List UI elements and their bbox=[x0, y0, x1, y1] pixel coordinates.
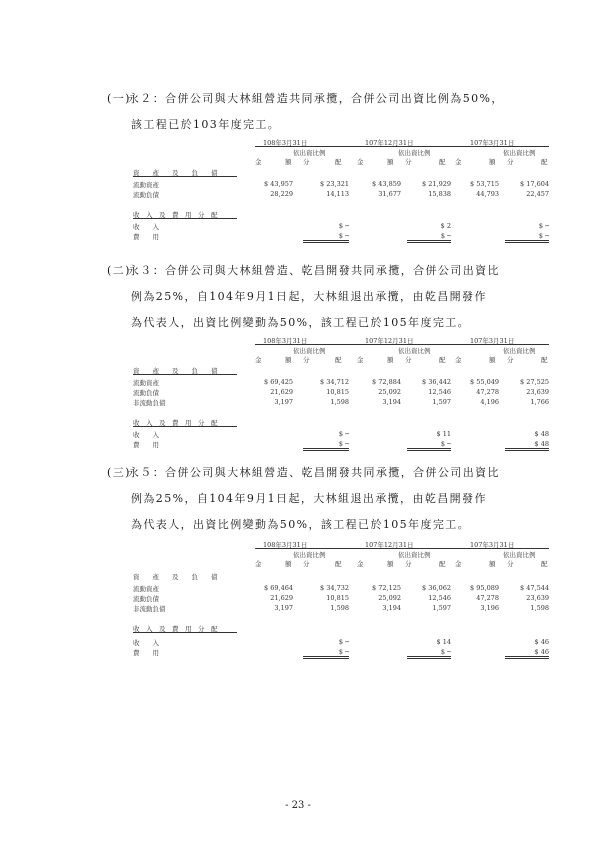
row-label: 流動資產 bbox=[133, 379, 159, 387]
col-label: 金 bbox=[255, 560, 262, 568]
table-cell: $ 27,525 bbox=[520, 378, 549, 386]
sub-header: 依出資比例 bbox=[293, 149, 326, 157]
table-cell: $ 48 bbox=[534, 430, 549, 438]
table-cell: $ 46 bbox=[534, 638, 549, 646]
sub-header: 依出資比例 bbox=[398, 347, 431, 355]
col-label: 分 bbox=[303, 560, 310, 568]
section-1-line-1: 永２：合併公司與大林組營造共同承攬，合併公司出資比例為50%， bbox=[127, 92, 504, 105]
table-cell: 25,092 bbox=[378, 594, 401, 602]
col-label: 分 bbox=[303, 158, 310, 166]
sub-header: 依出資比例 bbox=[293, 347, 326, 355]
income-header: 收 入 及 費 用 分 配 bbox=[133, 419, 218, 427]
row-label: 收 入 bbox=[133, 431, 159, 439]
table-cell: $ ─ bbox=[407, 440, 451, 451]
table-cell: 4,196 bbox=[480, 398, 499, 406]
table-cell: 10,815 bbox=[326, 388, 349, 396]
col-label: 額 bbox=[285, 158, 292, 166]
row-label: 流動資產 bbox=[133, 585, 159, 593]
period-header: 108年3月31日 bbox=[263, 139, 308, 147]
section-1-line-2: 該工程已於103年度完工。 bbox=[131, 118, 281, 131]
col-label: 分 bbox=[405, 356, 412, 364]
asset-header: 資 產 及 負 債 bbox=[133, 169, 218, 177]
col-label: 分 bbox=[405, 158, 412, 166]
section-2-line-2: 為代表人，出資比例變動為50%，該工程已於105年度完工。 bbox=[131, 316, 471, 329]
col-label: 金 bbox=[357, 158, 364, 166]
table-cell: $ 23,321 bbox=[320, 180, 349, 188]
table-cell: $ ─ bbox=[407, 648, 451, 659]
table-cell: $ ─ bbox=[338, 638, 349, 646]
col-label: 額 bbox=[285, 560, 292, 568]
col-label: 配 bbox=[439, 560, 446, 568]
period-header: 107年12月31日 bbox=[365, 139, 414, 147]
period-header: 108年3月31日 bbox=[263, 541, 308, 549]
section-2-line-1: 永３：合併公司與大林組營造、乾昌開發共同承攬，合併公司出資比 bbox=[127, 264, 500, 277]
table-cell: 1,598 bbox=[530, 604, 549, 612]
table-cell: $ 46 bbox=[505, 648, 549, 659]
row-label: 費 用 bbox=[133, 649, 159, 657]
table-cell: 3,194 bbox=[382, 398, 401, 406]
table-cell: $ 72,884 bbox=[372, 378, 401, 386]
asset-header: 資 產 及 負 債 bbox=[133, 573, 218, 581]
col-label: 配 bbox=[335, 158, 342, 166]
col-label: 配 bbox=[541, 560, 548, 568]
table-cell: 21,629 bbox=[270, 594, 293, 602]
table-cell: 1,597 bbox=[432, 398, 451, 406]
table-cell: 3,197 bbox=[274, 398, 293, 406]
col-label: 額 bbox=[489, 560, 496, 568]
table-cell: $ 55,049 bbox=[470, 378, 499, 386]
table-cell: $ 47,544 bbox=[520, 584, 549, 592]
col-label: 金 bbox=[255, 158, 262, 166]
table-cell: 1,598 bbox=[330, 398, 349, 406]
table-cell: $ 2 bbox=[440, 222, 451, 230]
table-cell: $ ─ bbox=[338, 430, 349, 438]
col-label: 配 bbox=[335, 560, 342, 568]
period-header: 108年3月31日 bbox=[263, 337, 308, 345]
col-label: 分 bbox=[507, 158, 514, 166]
period-header: 107年12月31日 bbox=[365, 541, 414, 549]
section-3-line-2a: 例為25%，自104年9月1日起，大林組退出承攬，由乾昌開發作 bbox=[131, 492, 487, 505]
table-cell: $ 48 bbox=[505, 440, 549, 451]
row-label: 流動負債 bbox=[133, 595, 159, 603]
sub-header: 依出資比例 bbox=[398, 551, 431, 559]
table-cell: 10,815 bbox=[326, 594, 349, 602]
col-label: 額 bbox=[387, 560, 394, 568]
income-header: 收 入 及 費 用 分 配 bbox=[133, 625, 218, 633]
table-cell: 44,793 bbox=[476, 190, 499, 198]
row-label: 收 入 bbox=[133, 639, 159, 647]
table-cell: $ ─ bbox=[538, 222, 549, 230]
table-cell: 31,677 bbox=[378, 190, 401, 198]
table-cell: 3,197 bbox=[274, 604, 293, 612]
table-cell: $ ─ bbox=[303, 648, 349, 659]
table-cell: $ ─ bbox=[303, 440, 349, 451]
table-cell: $ 14 bbox=[436, 638, 451, 646]
sub-header: 依出資比例 bbox=[503, 347, 536, 355]
col-label: 金 bbox=[455, 356, 462, 364]
row-label: 流動負債 bbox=[133, 191, 159, 199]
col-label: 金 bbox=[455, 158, 462, 166]
section-3-prefix: (三) bbox=[107, 466, 131, 479]
col-label: 金 bbox=[357, 356, 364, 364]
table-cell: $ 95,089 bbox=[470, 584, 499, 592]
table-cell: $ 69,464 bbox=[264, 584, 293, 592]
col-label: 分 bbox=[507, 560, 514, 568]
table-cell: 12,546 bbox=[428, 388, 451, 396]
col-label: 分 bbox=[507, 356, 514, 364]
table-cell: $ ─ bbox=[338, 222, 349, 230]
table-cell: 47,278 bbox=[476, 594, 499, 602]
period-header: 107年3月31日 bbox=[470, 337, 515, 345]
sub-header: 依出資比例 bbox=[503, 149, 536, 157]
row-label: 非流動負債 bbox=[133, 399, 166, 407]
table-cell: $ 43,957 bbox=[264, 180, 293, 188]
row-label: 流動負債 bbox=[133, 389, 159, 397]
table-cell: 15,838 bbox=[428, 190, 451, 198]
col-label: 配 bbox=[335, 356, 342, 364]
period-header: 107年3月31日 bbox=[470, 541, 515, 549]
asset-header: 資 產 及 負 債 bbox=[133, 367, 218, 375]
table-cell: 3,196 bbox=[480, 604, 499, 612]
section-3-paragraph bbox=[107, 460, 547, 538]
section-2-table bbox=[133, 336, 551, 454]
table-cell: $ 21,929 bbox=[422, 180, 451, 188]
col-label: 金 bbox=[455, 560, 462, 568]
section-3-line-1: 永５：合併公司與大林組營造、乾昌開發共同承攬，合併公司出資比 bbox=[127, 466, 500, 479]
col-label: 配 bbox=[541, 158, 548, 166]
table-cell: 12,546 bbox=[428, 594, 451, 602]
row-label: 費 用 bbox=[133, 441, 159, 449]
table-cell: $ 17,604 bbox=[520, 180, 549, 188]
table-cell: 28,229 bbox=[270, 190, 293, 198]
section-1-paragraph bbox=[107, 86, 547, 138]
table-cell: $ ─ bbox=[407, 232, 451, 243]
row-label: 非流動負債 bbox=[133, 605, 166, 613]
sub-header: 依出資比例 bbox=[398, 149, 431, 157]
table-cell: 3,194 bbox=[382, 604, 401, 612]
col-label: 金 bbox=[255, 356, 262, 364]
col-label: 額 bbox=[489, 356, 496, 364]
section-1-prefix: (一) bbox=[107, 92, 131, 105]
row-label: 費 用 bbox=[133, 233, 159, 241]
table-cell: 47,278 bbox=[476, 388, 499, 396]
section-2-line-2a: 例為25%，自104年9月1日起，大林組退出承攬，由乾昌開發作 bbox=[131, 290, 487, 303]
table-cell: $ ─ bbox=[505, 232, 549, 243]
table-cell: $ 11 bbox=[436, 430, 451, 438]
table-cell: $ 34,712 bbox=[320, 378, 349, 386]
table-cell: 25,092 bbox=[378, 388, 401, 396]
table-cell: $ 36,442 bbox=[422, 378, 451, 386]
table-cell: 22,457 bbox=[526, 190, 549, 198]
section-3-line-2: 為代表人，出資比例變動為50%，該工程已於105年度完工。 bbox=[131, 518, 471, 531]
section-2-prefix: (二) bbox=[107, 264, 131, 277]
table-cell: $ 43,859 bbox=[372, 180, 401, 188]
table-cell: $ 36,062 bbox=[422, 584, 451, 592]
col-label: 金 bbox=[357, 560, 364, 568]
col-label: 分 bbox=[405, 560, 412, 568]
income-header: 收 入 及 費 用 分 配 bbox=[133, 211, 218, 219]
col-label: 額 bbox=[285, 356, 292, 364]
table-cell: $ 72,125 bbox=[372, 584, 401, 592]
table-cell: 21,629 bbox=[270, 388, 293, 396]
col-label: 配 bbox=[439, 356, 446, 364]
table-cell: 1,597 bbox=[432, 604, 451, 612]
col-label: 額 bbox=[489, 158, 496, 166]
section-2-paragraph bbox=[107, 258, 547, 336]
table-cell: $ 34,732 bbox=[320, 584, 349, 592]
sub-header: 依出資比例 bbox=[293, 551, 326, 559]
table-cell: 23,639 bbox=[526, 594, 549, 602]
col-label: 分 bbox=[303, 356, 310, 364]
section-3-table bbox=[133, 540, 551, 660]
col-label: 額 bbox=[387, 356, 394, 364]
sub-header: 依出資比例 bbox=[503, 551, 536, 559]
table-cell: $ ─ bbox=[303, 232, 349, 243]
period-header: 107年3月31日 bbox=[470, 139, 515, 147]
col-label: 額 bbox=[387, 158, 394, 166]
table-cell: $ 69,425 bbox=[264, 378, 293, 386]
table-cell: 1,598 bbox=[330, 604, 349, 612]
page-number: - 23 - bbox=[285, 800, 311, 811]
table-cell: 1,766 bbox=[530, 398, 549, 406]
table-cell: 14,113 bbox=[326, 190, 349, 198]
col-label: 配 bbox=[439, 158, 446, 166]
section-1-table bbox=[133, 138, 551, 248]
table-cell: $ 53,715 bbox=[470, 180, 499, 188]
table-cell: 23,639 bbox=[526, 388, 549, 396]
period-header: 107年12月31日 bbox=[365, 337, 414, 345]
col-label: 配 bbox=[541, 356, 548, 364]
row-label: 收 入 bbox=[133, 223, 159, 231]
row-label: 流動資產 bbox=[133, 181, 159, 189]
